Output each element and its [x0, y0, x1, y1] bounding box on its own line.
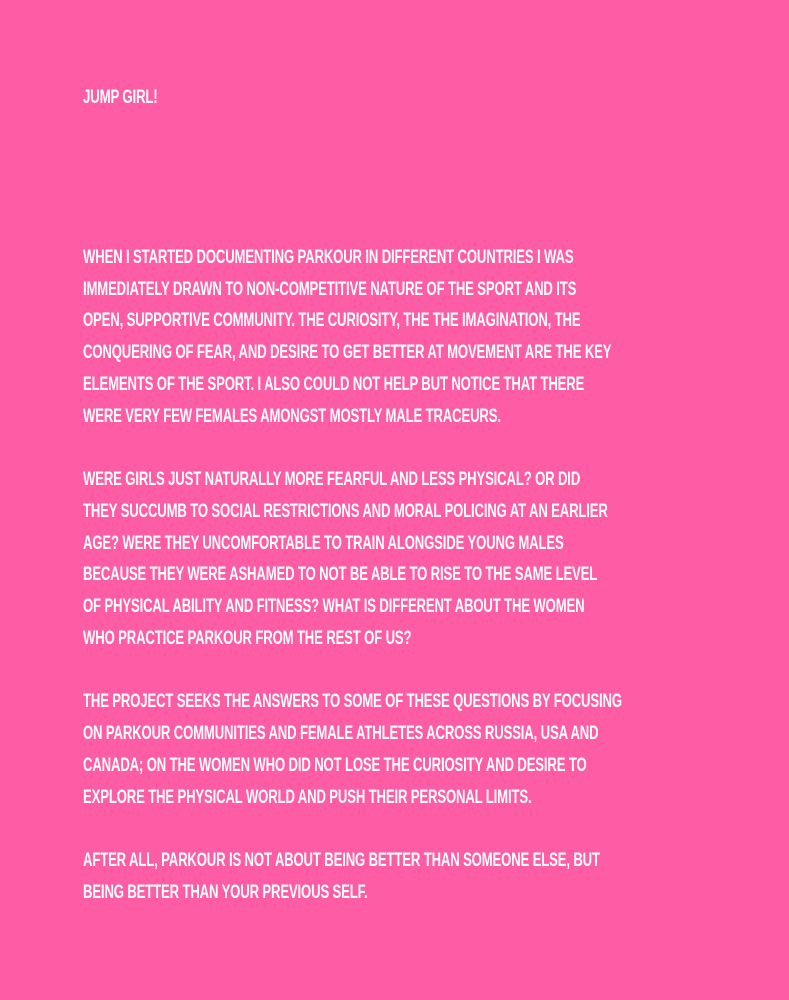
text-line: BEING BETTER THAN YOUR PREVIOUS SELF. — [83, 881, 368, 903]
text-line: AFTER ALL, PARKOUR IS NOT ABOUT BEING BETTER THAN SOMEONE ELSE, BUT — [83, 850, 600, 872]
page-title: JUMP GIRL! — [83, 87, 158, 108]
text-line: THE PROJECT SEEKS THE ANSWERS TO SOME OF THESE QUESTIONS BY FOCUSING — [83, 691, 622, 713]
paragraph-4 — [83, 845, 706, 908]
text-line: THEY SUCCUMB TO SOCIAL RESTRICTIONS AND MORAL POLICING AT AN EARLIER — [83, 500, 608, 522]
text-line: WHO PRACTICE PARKOUR FROM THE REST OF US? — [83, 627, 412, 649]
text-line: WERE GIRLS JUST NATURALLY MORE FEARFUL AND LESS PHYSICAL? OR DID — [83, 469, 581, 491]
text-line: CANADA; ON THE WOMEN WHO DID NOT LOSE THE CURIOSITY AND DESIRE TO — [83, 754, 587, 776]
paragraph-2 — [83, 464, 706, 654]
body-text — [83, 242, 706, 941]
text-line: EXPLORE THE PHYSICAL WORLD AND PUSH THEIR PERSONAL LIMITS. — [83, 786, 532, 808]
text-line: ON PARKOUR COMMUNITIES AND FEMALE ATHLETES ACROSS RUSSIA, USA AND — [83, 723, 599, 745]
text-line: AGE? WERE THEY UNCOMFORTABLE TO TRAIN ALONGSIDE YOUNG MALES — [83, 532, 564, 554]
paragraph-3 — [83, 686, 706, 813]
text-line: CONQUERING OF FEAR, AND DESIRE TO GET BETTER AT MOVEMENT ARE THE KEY — [83, 342, 612, 364]
text-line: IMMEDIATELY DRAWN TO NON-COMPETITIVE NATURE OF THE SPORT AND ITS — [83, 278, 577, 300]
text-line: OF PHYSICAL ABILITY AND FITNESS? WHAT IS DIFFERENT ABOUT THE WOMEN — [83, 596, 585, 618]
text-line: OPEN, SUPPORTIVE COMMUNITY. THE CURIOSITY, THE THE IMAGINATION, THE — [83, 310, 581, 332]
text-line: BECAUSE THEY WERE ASHAMED TO NOT BE ABLE TO RISE TO THE SAME LEVEL — [83, 564, 598, 586]
text-line: WHEN I STARTED DOCUMENTING PARKOUR IN DIFFERENT COUNTRIES I WAS — [83, 247, 574, 268]
paragraph-1 — [83, 242, 706, 432]
text-line: WERE VERY FEW FEMALES AMONGST MOSTLY MALE TRACEURS. — [83, 405, 501, 427]
text-line: ELEMENTS OF THE SPORT. I ALSO COULD NOT HELP BUT NOTICE THAT THERE — [83, 373, 585, 395]
